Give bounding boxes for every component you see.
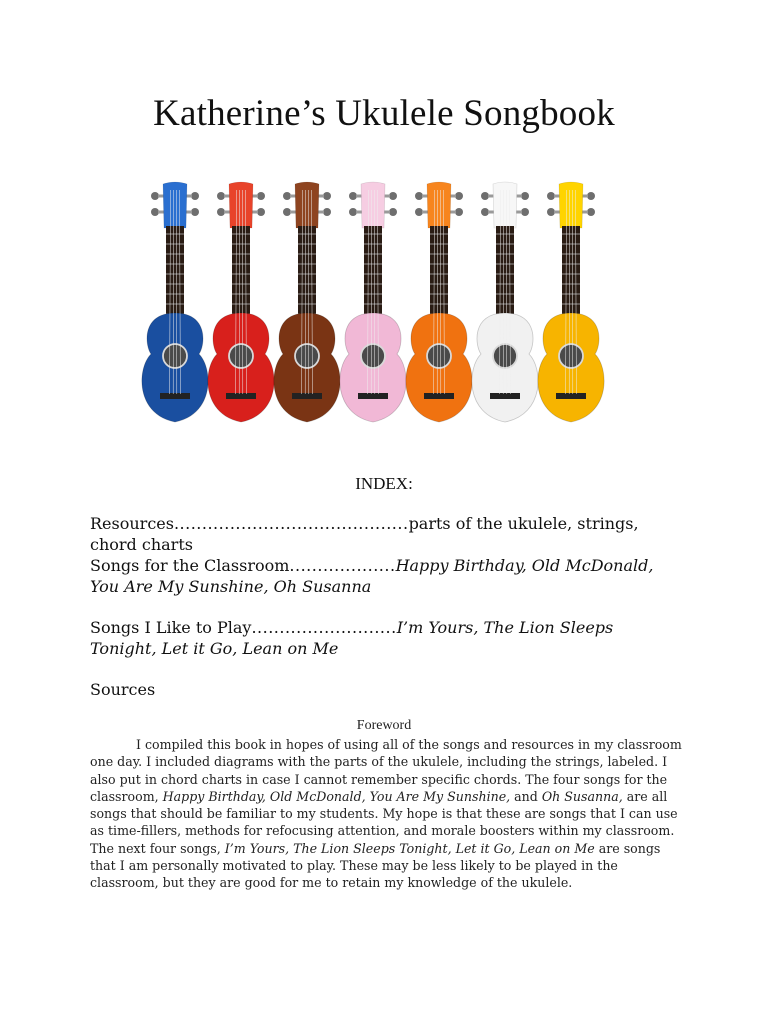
ukulele-5 bbox=[406, 182, 472, 422]
index-entry-classroom bbox=[90, 555, 680, 597]
entry-label: Songs I Like to Play bbox=[90, 618, 252, 637]
foreword-italic: Happy Birthday, Old McDonald, You Are My Sunshine, bbox=[162, 788, 511, 804]
foreword-heading: Foreword bbox=[356, 718, 412, 733]
entry-dots: ................... bbox=[289, 556, 396, 575]
ukulele-7 bbox=[538, 182, 604, 422]
ukuleles-image bbox=[130, 178, 642, 433]
page-title: Katherine’s Ukulele Songbook bbox=[153, 93, 615, 134]
index-entry-play bbox=[90, 617, 680, 659]
ukulele-4 bbox=[340, 182, 406, 422]
foreword-paragraph bbox=[90, 736, 690, 892]
entry-label: Songs for the Classroom bbox=[90, 556, 290, 575]
entry-dots: .......................................... bbox=[173, 514, 409, 533]
index-heading: INDEX: bbox=[355, 474, 413, 493]
foreword-text: are all songs that should be familiar to my students. My hope is that these are songs that I can use as time-fillers, methods for refocusing attention, and morale boosters within my classroom. The next four songs, bbox=[90, 788, 678, 856]
index-list bbox=[90, 513, 680, 700]
ukulele-1 bbox=[142, 182, 208, 422]
ukulele-2 bbox=[208, 182, 274, 422]
foreword-text: and bbox=[510, 788, 542, 804]
index-entry-resources bbox=[90, 513, 680, 555]
entry-desc: parts of the ukulele, strings, chord charts bbox=[90, 514, 639, 554]
foreword-italic: Oh Susanna, bbox=[541, 788, 623, 804]
index-entry-sources: Sources bbox=[90, 680, 156, 699]
ukulele-3 bbox=[274, 182, 340, 422]
entry-label: Resources bbox=[90, 514, 174, 533]
ukulele-6 bbox=[472, 182, 538, 422]
foreword-italic: I’m Yours, The Lion Sleeps Tonight, Let it Go, Lean on Me bbox=[224, 840, 595, 856]
entry-dots: .......................... bbox=[251, 618, 397, 637]
foreword-text: are songs that I am personally motivated to play. These may be less likely to be played in the classroom, but they are good for me to retain my knowledge of the ukulele. bbox=[90, 840, 661, 891]
entry-desc: Happy Birthday, Old McDonald, You Are My Sunshine, Oh Susanna bbox=[90, 556, 654, 596]
foreword-text: I compiled this book in hopes of using all of the songs and resources in my classroom one day. I included diagrams with the parts of the ukulele, including the strings, labeled. I also put in chord charts in case I cannot remember specific chords. The four songs for the classroom, bbox=[90, 737, 682, 804]
entry-desc: I’m Yours, The Lion Sleeps Tonight, Let it Go, Lean on Me bbox=[90, 618, 614, 658]
